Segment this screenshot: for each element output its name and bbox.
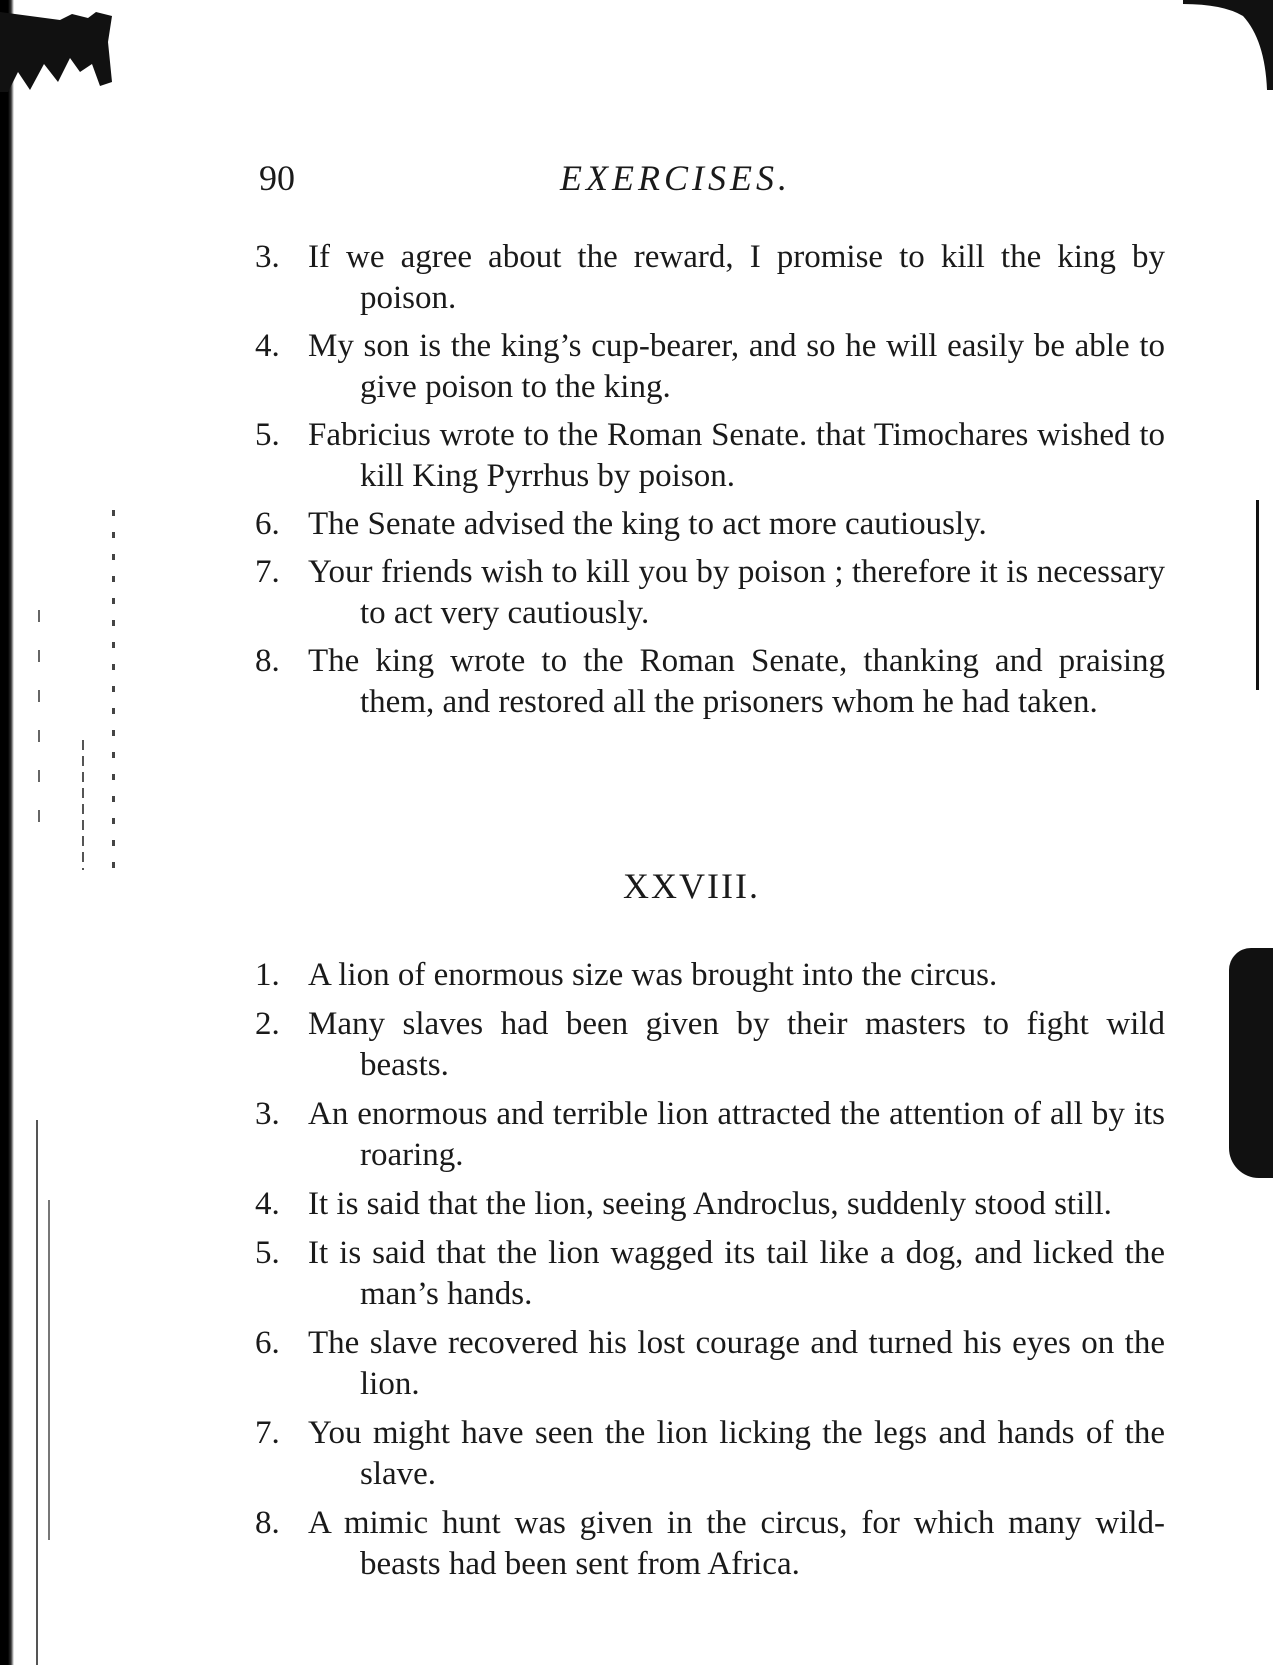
exercise-item [0, 237, 1165, 319]
exercise-number: 1. [255, 957, 280, 993]
exercise-text: Many slaves had been given by their masters to fight wild beasts. [308, 1006, 1165, 1083]
section-heading: XXVIII. [623, 866, 760, 906]
exercise-text: Your friends wish to kill you by poison ; therefore it is necessary to act very cautiously. [308, 554, 1165, 631]
exercise-item [0, 641, 1165, 723]
exercise-item [0, 1184, 1165, 1225]
exercise-list-section [0, 955, 1273, 1593]
running-head: EXERCISES. [560, 158, 791, 198]
exercise-text: My son is the king’s cup-bearer, and so he will easily be able to give poison to the king. [308, 328, 1165, 405]
exercise-text: It is said that the lion, seeing Androclus, suddenly stood still. [308, 1186, 1112, 1222]
exercise-number: 3. [255, 1096, 280, 1132]
exercise-item [0, 1233, 1165, 1315]
exercise-text: Fabricius wrote to the Roman Senate. that Timochares wished to kill King Pyrrhus by poison. [308, 417, 1165, 494]
exercise-text: The king wrote to the Roman Senate, thanking and praising them, and restored all the prisoners whom he had taken. [308, 643, 1165, 720]
exercise-item [0, 552, 1165, 634]
page-corner-shadow [1183, 0, 1273, 90]
page-number: 90 [259, 158, 295, 198]
exercise-text: The Senate advised the king to act more cautiously. [308, 506, 987, 542]
exercise-text: If we agree about the reward, I promise to kill the king by poison. [308, 239, 1165, 316]
exercise-item [0, 415, 1165, 497]
bleed-through-marks-2 [82, 740, 84, 870]
exercise-number: 5. [255, 1235, 280, 1271]
exercise-text: It is said that the lion wagged its tail like a dog, and licked the man’s hands. [308, 1235, 1165, 1312]
exercise-text: You might have seen the lion licking the legs and hands of the slave. [308, 1415, 1165, 1492]
exercise-item [0, 955, 1165, 996]
exercise-number: 8. [255, 1505, 280, 1541]
exercise-list-continued [0, 237, 1273, 730]
exercise-item [0, 1004, 1165, 1086]
exercise-number: 8. [255, 643, 280, 679]
exercise-item [0, 1503, 1165, 1585]
exercise-number: 6. [255, 1325, 280, 1361]
exercise-item [0, 504, 1165, 545]
exercise-text: A mimic hunt was given in the circus, for which many wild-beasts had been sent from Africa. [308, 1505, 1165, 1582]
exercise-number: 7. [255, 1415, 280, 1451]
exercise-number: 4. [255, 1186, 280, 1222]
exercise-number: 5. [255, 417, 280, 453]
exercise-text: A lion of enormous size was brought into the circus. [308, 957, 998, 993]
exercise-text: The slave recovered his lost courage and turned his eyes on the lion. [308, 1325, 1165, 1402]
exercise-number: 3. [255, 239, 280, 275]
exercise-item [0, 1094, 1165, 1176]
exercise-number: 4. [255, 328, 280, 364]
exercise-item [0, 1323, 1165, 1405]
exercise-item [0, 326, 1165, 408]
exercise-item [0, 1413, 1165, 1495]
binding-ink-blot [0, 12, 120, 92]
exercise-number: 2. [255, 1006, 280, 1042]
exercise-number: 6. [255, 506, 280, 542]
exercise-number: 7. [255, 554, 280, 590]
exercise-text: An enormous and terrible lion attracted the attention of all by its roaring. [308, 1096, 1165, 1173]
